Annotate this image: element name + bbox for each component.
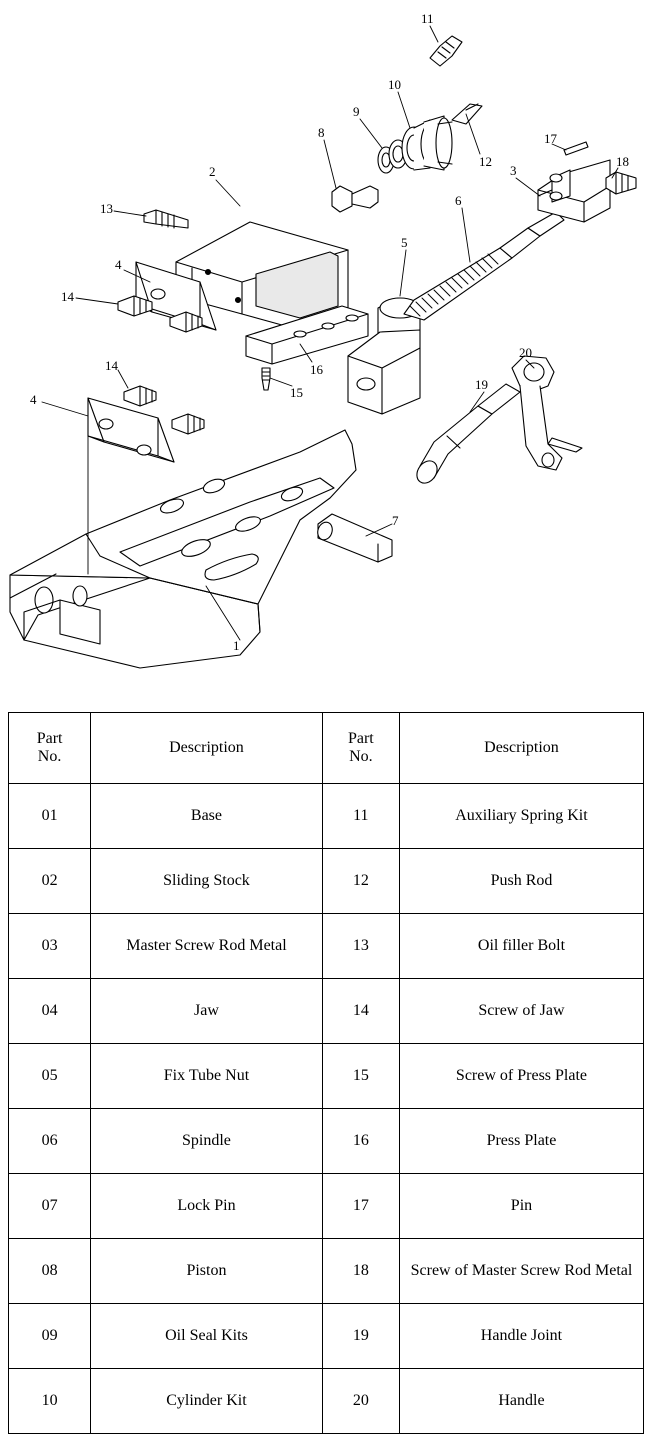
- part-spindle: [404, 212, 564, 320]
- callout-5: 5: [401, 235, 408, 250]
- header-line-2: No.: [37, 748, 62, 765]
- description-cell: Handle: [399, 1369, 643, 1434]
- callout-11: 11: [421, 11, 434, 26]
- description-cell: Handle Joint: [399, 1304, 643, 1369]
- table-row: [9, 1239, 644, 1304]
- header-description-left: Description: [91, 713, 323, 784]
- table-row: [9, 1109, 644, 1174]
- part-jaw-lower: [88, 398, 174, 462]
- description-cell: Base: [91, 784, 323, 849]
- table-row: [9, 914, 644, 979]
- part-no-cell: 17: [322, 1174, 399, 1239]
- part-lock-pin: [315, 514, 392, 562]
- description-cell: Oil filler Bolt: [399, 914, 643, 979]
- part-no-cell: 10: [9, 1369, 91, 1434]
- part-oil-filler-bolt: [144, 210, 188, 228]
- table-row: [9, 1044, 644, 1109]
- callout-8: 8: [318, 125, 325, 140]
- description-cell: Master Screw Rod Metal: [91, 914, 323, 979]
- callout-4-lower: 4: [30, 392, 37, 407]
- part-handle: [512, 356, 582, 470]
- callout-1: 1: [233, 638, 240, 653]
- part-base: [10, 430, 356, 668]
- callout-9: 9: [353, 104, 360, 119]
- description-cell: Spindle: [91, 1109, 323, 1174]
- part-no-cell: 02: [9, 849, 91, 914]
- description-cell: Press Plate: [399, 1109, 643, 1174]
- callout-20: 20: [519, 345, 532, 360]
- part-no-cell: 08: [9, 1239, 91, 1304]
- part-auxiliary-spring-kit: [430, 36, 462, 66]
- part-no-cell: 19: [322, 1304, 399, 1369]
- callout-2: 2: [209, 164, 216, 179]
- header-line-1: Part: [347, 729, 374, 747]
- table-row: [9, 784, 644, 849]
- callout-14-lower: 14: [105, 358, 118, 373]
- part-no-cell: 07: [9, 1174, 91, 1239]
- header-description-right: Description: [399, 713, 643, 784]
- callout-13: 13: [100, 201, 113, 216]
- callout-15: 15: [290, 385, 303, 400]
- table-row: [9, 1174, 644, 1239]
- part-no-cell: 11: [322, 784, 399, 849]
- parts-table-container: [8, 712, 644, 1434]
- description-cell: Cylinder Kit: [91, 1369, 323, 1434]
- description-cell: Lock Pin: [91, 1174, 323, 1239]
- table-header-row: [9, 713, 644, 784]
- part-cylinder-kit: [402, 116, 452, 170]
- parts-table: [8, 712, 644, 1434]
- header-line-1: Part: [36, 729, 63, 747]
- header-part-no-left: [9, 713, 91, 784]
- callout-18: 18: [616, 154, 629, 169]
- description-cell: Oil Seal Kits: [91, 1304, 323, 1369]
- callout-16: 16: [310, 362, 323, 377]
- part-no-cell: 01: [9, 784, 91, 849]
- part-no-cell: 20: [322, 1369, 399, 1434]
- part-no-cell: 18: [322, 1239, 399, 1304]
- exploded-diagram: [0, 0, 652, 700]
- description-cell: Piston: [91, 1239, 323, 1304]
- part-no-cell: 13: [322, 914, 399, 979]
- callout-12: 12: [479, 154, 492, 169]
- part-master-screw-rod-screw: [606, 172, 636, 194]
- part-pin: [564, 142, 588, 155]
- description-cell: Jaw: [91, 979, 323, 1044]
- part-no-cell: 03: [9, 914, 91, 979]
- callout-14-upper: 14: [61, 289, 74, 304]
- table-row: [9, 849, 644, 914]
- vise-exploded-drawing: [0, 0, 652, 700]
- table-row: [9, 1369, 644, 1434]
- table-row: [9, 979, 644, 1044]
- part-no-cell: 09: [9, 1304, 91, 1369]
- header-part-no-right: [322, 713, 399, 784]
- description-cell: Auxiliary Spring Kit: [399, 784, 643, 849]
- callout-3: 3: [510, 163, 517, 178]
- part-no-cell: 06: [9, 1109, 91, 1174]
- part-no-cell: 16: [322, 1109, 399, 1174]
- part-no-cell: 15: [322, 1044, 399, 1109]
- callout-6: 6: [455, 193, 462, 208]
- table-row: [9, 1304, 644, 1369]
- part-no-cell: 12: [322, 849, 399, 914]
- part-no-cell: 04: [9, 979, 91, 1044]
- callout-4-upper: 4: [115, 257, 122, 272]
- part-master-screw-rod-metal: [538, 160, 610, 222]
- description-cell: Sliding Stock: [91, 849, 323, 914]
- part-no-cell: 05: [9, 1044, 91, 1109]
- callout-19: 19: [475, 377, 488, 392]
- description-cell: Fix Tube Nut: [91, 1044, 323, 1109]
- description-cell: Pin: [399, 1174, 643, 1239]
- callout-17: 17: [544, 131, 557, 146]
- callout-7: 7: [392, 513, 399, 528]
- description-cell: Screw of Jaw: [399, 979, 643, 1044]
- part-push-rod: [452, 104, 482, 124]
- description-cell: Screw of Press Plate: [399, 1044, 643, 1109]
- part-piston: [332, 186, 378, 212]
- description-cell: Push Rod: [399, 849, 643, 914]
- part-no-cell: 14: [322, 979, 399, 1044]
- header-line-2: No.: [349, 748, 373, 765]
- part-press-plate-screw: [262, 368, 270, 390]
- part-handle-joint: [413, 384, 520, 487]
- callout-10: 10: [388, 77, 401, 92]
- description-cell: Screw of Master Screw Rod Metal: [399, 1239, 643, 1304]
